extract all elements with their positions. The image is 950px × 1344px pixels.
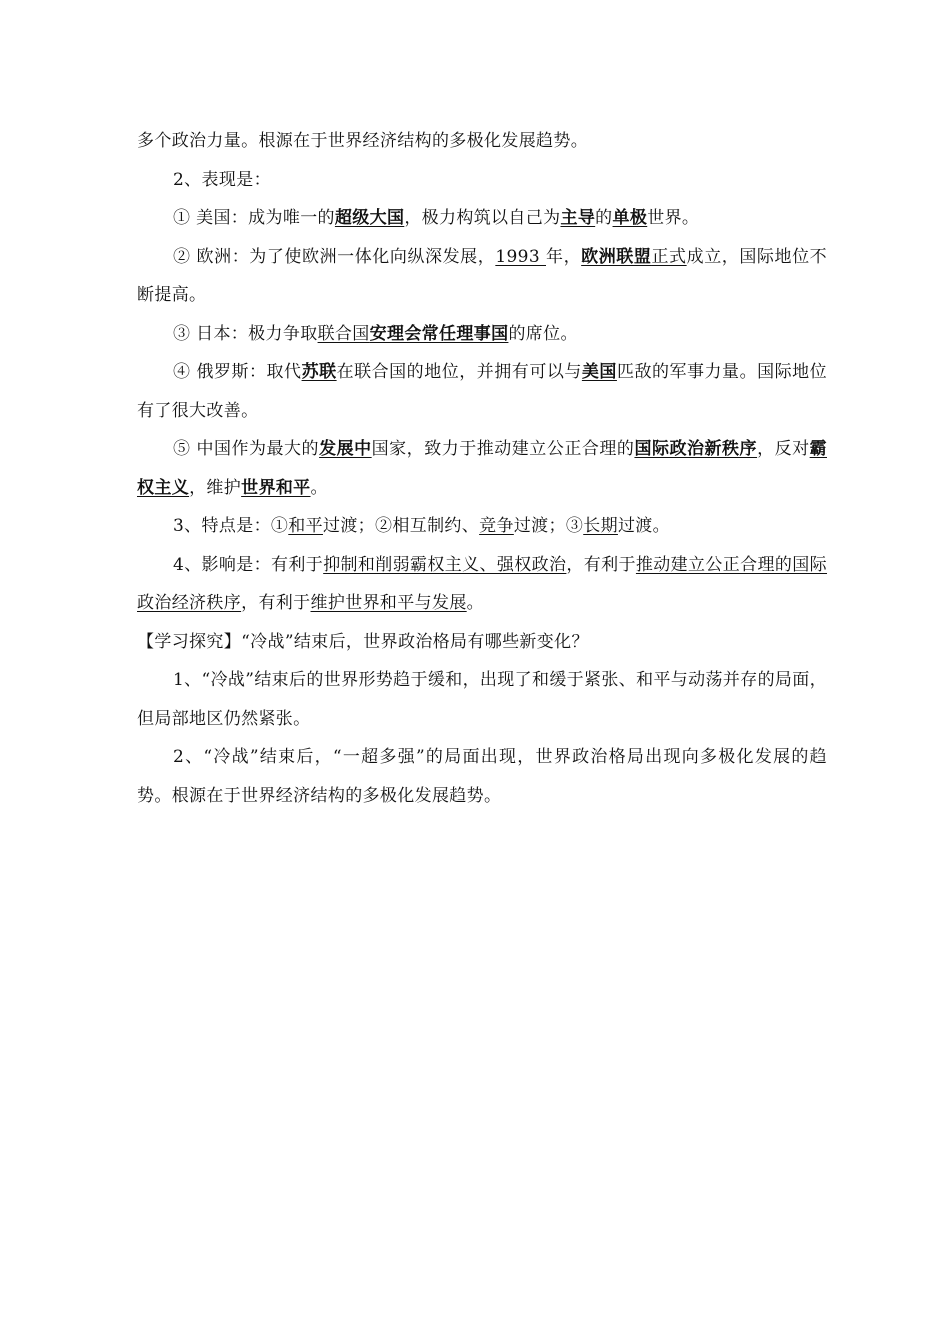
text-segment: ② 欧洲：为了使欧洲一体化向纵深发展， bbox=[173, 246, 496, 267]
underlined-term: 联合国 bbox=[317, 323, 370, 344]
text-segment: 匹敌的军事力量。国际地位有了很大改善。 bbox=[137, 362, 827, 421]
underlined-term: 单极 bbox=[612, 208, 648, 228]
text-segment: 2、“冷战”结束后，“一超多强”的局面出现，世界政治格局出现向多极化发展的趋势。根源在于世界经济结构的多极化发展趋势。 bbox=[137, 747, 827, 806]
text-segment: 多个政治力量。根源在于世界经济结构的多极化发展趋势。 bbox=[137, 131, 589, 151]
text-segment: ① 美国：成为唯一的 bbox=[173, 208, 335, 228]
underlined-term: 欧洲联盟 bbox=[581, 246, 652, 267]
text-segment: 。 bbox=[310, 477, 328, 498]
text-segment: 的 bbox=[595, 208, 613, 228]
underlined-term: 维护世界和平与发展 bbox=[310, 593, 467, 613]
text-segment: 在联合国的地位，并拥有可以与 bbox=[336, 362, 582, 382]
paragraph bbox=[137, 238, 827, 315]
underlined-term: 霸权主义 bbox=[137, 439, 827, 498]
text-segment: 年， bbox=[546, 246, 582, 267]
underlined-term: 世界和平 bbox=[241, 477, 311, 498]
underlined-term: 主导 bbox=[560, 208, 596, 228]
paragraph bbox=[137, 507, 827, 546]
underlined-term: 超级大国 bbox=[334, 208, 405, 228]
document-body bbox=[137, 122, 827, 815]
paragraph bbox=[137, 430, 827, 507]
text-segment: ，有利于 bbox=[241, 593, 311, 613]
text-segment: ④ 俄罗斯：取代 bbox=[173, 362, 302, 382]
underlined-term: 美国 bbox=[581, 362, 617, 382]
text-segment: 国家，致力于推动建立公正合理的 bbox=[371, 439, 635, 459]
text-segment: 3、特点是：① bbox=[173, 516, 289, 536]
underlined-term: 国际政治新秩序 bbox=[634, 439, 758, 459]
paragraph bbox=[137, 315, 827, 354]
text-segment: ③ 日本：极力争取 bbox=[173, 323, 318, 344]
text-segment: 2、表现是： bbox=[173, 169, 271, 190]
underlined-term: 安理会常任理事国 bbox=[369, 323, 509, 344]
underlined-term: 正式 bbox=[651, 246, 687, 267]
text-segment: 成立，国际地位不断提高。 bbox=[137, 246, 828, 305]
text-segment: 【学习探究】“冷战”结束后，世界政治格局有哪些新变化？ bbox=[137, 631, 589, 652]
text-segment: 世界。 bbox=[647, 208, 700, 228]
text-segment: 。 bbox=[466, 593, 485, 613]
text-segment: ，反对 bbox=[757, 439, 810, 459]
paragraph bbox=[137, 122, 827, 161]
text-segment: 的席位。 bbox=[508, 323, 578, 344]
text-segment: 过渡；②相互制约、 bbox=[322, 516, 480, 536]
paragraph bbox=[137, 353, 827, 430]
paragraph bbox=[137, 738, 827, 815]
underlined-term: 抑制和削弱霸权主义、强权政治 bbox=[323, 554, 567, 575]
text-segment: 4、影响是：有利于 bbox=[173, 554, 324, 575]
text-segment: 过渡；③ bbox=[513, 516, 584, 536]
underlined-term: 1993 bbox=[495, 246, 546, 267]
underlined-term: 和平 bbox=[288, 516, 323, 536]
underlined-term: 苏联 bbox=[301, 362, 337, 382]
paragraph bbox=[137, 623, 827, 662]
text-segment: 1、“冷战”结束后的世界形势趋于缓和，出现了和缓于紧张、和平与动荡并存的局面，但局部地区仍然紧张。 bbox=[137, 670, 827, 729]
paragraph bbox=[137, 661, 827, 738]
underlined-term: 推动建立公正合理的国际政治经济秩序 bbox=[137, 554, 828, 613]
underlined-term: 竞争 bbox=[479, 516, 514, 536]
text-segment: ，维护 bbox=[189, 477, 242, 498]
paragraph bbox=[137, 546, 827, 623]
text-segment: ，有利于 bbox=[566, 554, 636, 575]
underlined-term: 长期 bbox=[583, 516, 618, 536]
text-segment: 过渡。 bbox=[617, 516, 670, 536]
text-segment: ，极力构筑以自己为 bbox=[404, 208, 561, 228]
paragraph bbox=[137, 161, 827, 200]
paragraph bbox=[137, 199, 827, 238]
underlined-term: 发展中 bbox=[319, 439, 372, 459]
text-segment: ⑤ 中国作为最大的 bbox=[173, 439, 320, 459]
